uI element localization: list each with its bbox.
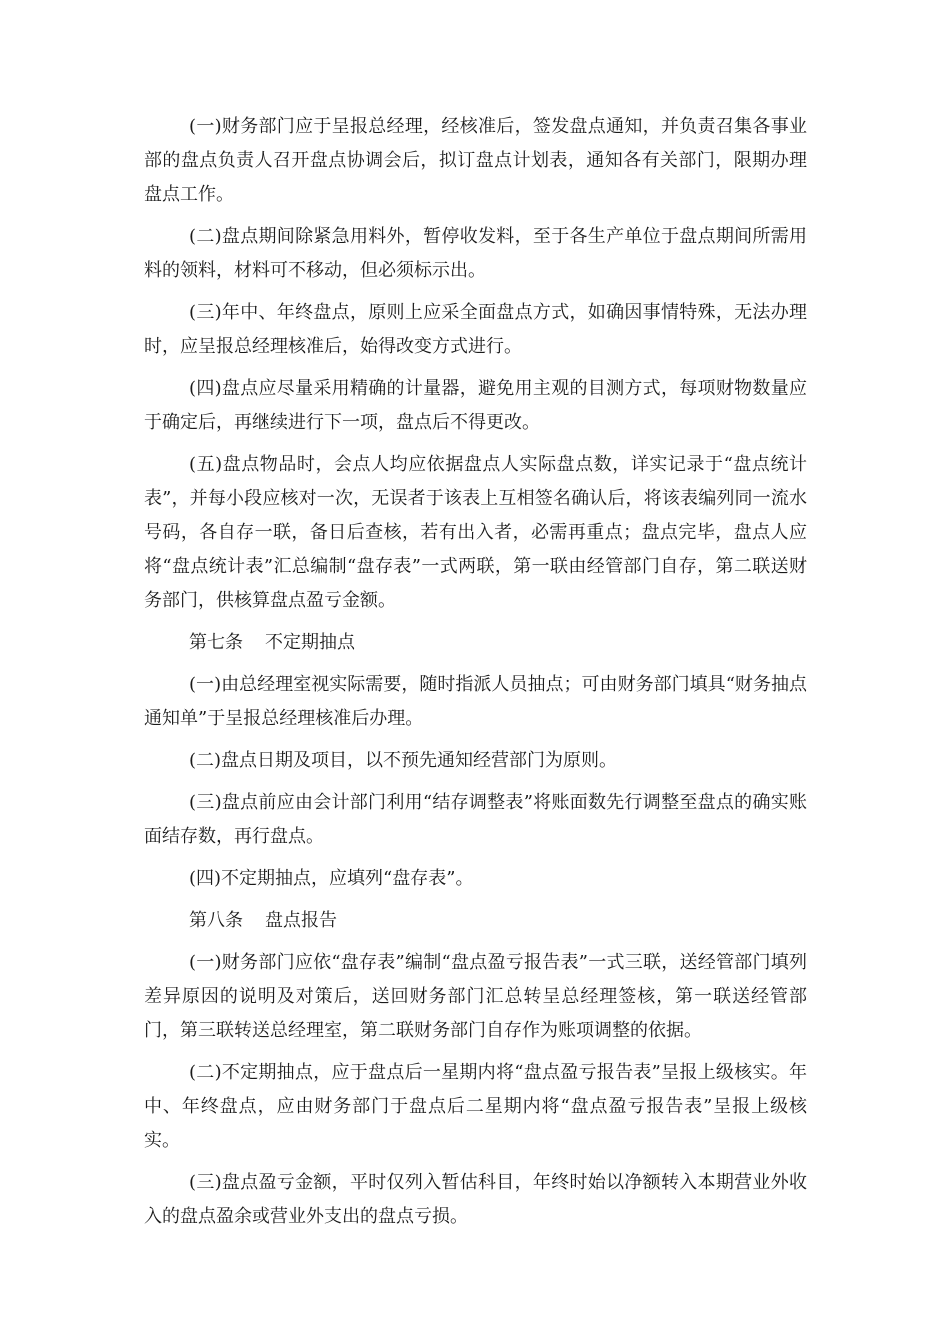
article-7-heading <box>144 626 807 660</box>
paragraph-6-2: (二)盘点期间除紧急用料外，暂停收发料，至于各生产单位于盘点期间所需用料的领料，材料可不移动，但必须标示出。 <box>144 226 807 281</box>
document-page <box>144 110 807 1242</box>
paragraph-6-5: (五)盘点物品时，会点人均应依据盘点人实际盘点数，详实记录于“盘点统计表”，并每小段应核对一次，无误者于该表上互相签名确认后，将该表编列同一流水号码，各自存一联，备日后查核，若有出入者，必需再重点；盘点完毕，盘点人应将“盘点统计表”汇总编制“盘存表”一式两联，第一联由经管部门自存，第二联送财务部门，供核算盘点盈亏金额。 <box>144 454 807 611</box>
paragraph-7-3: (三)盘点前应由会计部门利用“结存调整表”将账面数先行调整至盘点的确实账面结存数，再行盘点。 <box>144 792 807 847</box>
paragraph-8-1: (一)财务部门应依“盘存表”编制“盘点盈亏报告表”一式三联，送经管部门填列差异原因的说明及对策后，送回财务部门汇总转呈总经理签核，第一联送经管部门，第三联转送总经理室，第二联财务部门自存作为账项调整的依据。 <box>144 952 807 1041</box>
paragraph-8-2: (二)不定期抽点，应于盘点后一星期内将“盘点盈亏报告表”呈报上级核实。年中、年终盘点，应由财务部门于盘点后二星期内将“盘点盈亏报告表”呈报上级核实。 <box>144 1062 807 1151</box>
paragraph-6-4: (四)盘点应尽量采用精确的计量器，避免用主观的目测方式，每项财物数量应于确定后，再继续进行下一项，盘点后不得更改。 <box>144 378 807 433</box>
paragraph-8-3: (三)盘点盈亏金额，平时仅列入暂估科目，年终时始以净额转入本期营业外收入的盘点盈余或营业外支出的盘点亏损。 <box>144 1172 807 1227</box>
article-8-title: 盘点报告 <box>265 910 337 931</box>
paragraph-7-2: (二)盘点日期及项目，以不预先通知经营部门为原则。 <box>189 750 618 771</box>
article-7-number: 第七条 <box>189 632 243 653</box>
paragraph-7-4: (四)不定期抽点，应填列“盘存表”。 <box>189 868 474 889</box>
paragraph-6-1: (一)财务部门应于呈报总经理，经核准后，签发盘点通知，并负责召集各事业部的盘点负责人召开盘点协调会后，拟订盘点计划表，通知各有关部门，限期办理盘点工作。 <box>144 116 807 205</box>
paragraph-7-1: (一)由总经理室视实际需要，随时指派人员抽点；可由财务部门填具“财务抽点通知单”于呈报总经理核准后办理。 <box>144 674 807 729</box>
article-7-title: 不定期抽点 <box>265 632 355 653</box>
article-8-number: 第八条 <box>189 910 243 931</box>
paragraph-6-3: (三)年中、年终盘点，原则上应采全面盘点方式，如确因事情特殊，无法办理时，应呈报总经理核准后，始得改变方式进行。 <box>144 302 807 357</box>
article-8-heading <box>144 904 807 938</box>
